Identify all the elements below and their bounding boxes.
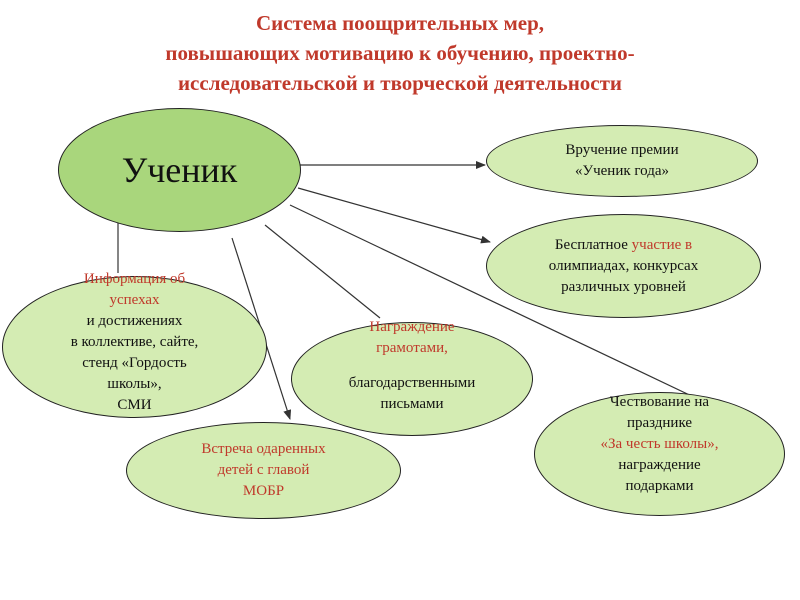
info-line-5: стенд «Гордость [82,355,187,371]
info-line-1: Информация об [83,271,186,287]
awards-line-4: письмами [380,396,444,412]
olympiad-line-1-prefix: Бесплатное [554,236,632,253]
olympiad-line-1 [555,235,692,256]
olympiad-node [486,214,761,318]
honoring-line-3: «За честь школы», [600,436,719,452]
student-label: Ученик [121,149,238,190]
premium-line-2: «Ученик года» [574,163,670,179]
arrow-to-olympiad [298,188,490,242]
title-line-1: Система поощрительных мер, [255,11,545,35]
meeting-line-2: детей с главой [217,462,310,478]
honoring-line-5: подарками [625,478,694,494]
olympiad-line-3: различных уровней [561,278,686,295]
honoring-line-1: Чествование на [609,394,710,410]
premium-node [486,125,758,197]
awards-line-1: Награждение [369,319,455,335]
honoring-line-2: празднике [626,415,693,431]
olympiad-line-2: олимпиадах, конкурсах [548,257,699,274]
premium-line-1: Вручение премии [565,142,679,158]
info-line-3: и достижениях [86,313,183,329]
honoring-line-4: награждение [618,457,701,473]
awards-line-3: благодарственными [348,375,476,391]
olympiad-line-1-highlight: участие в [631,236,693,253]
awards-node [291,319,533,436]
info-line-7: СМИ [117,397,152,413]
meeting-line-1: Встреча одаренных [201,441,326,457]
title-line-2: повышающих мотивацию к обучению, проектно- [165,41,635,65]
student-node [58,108,301,232]
info-node [2,271,267,418]
title-line-3: исследовательской и творческой деятельности [177,71,623,95]
info-line-6: школы», [107,376,162,392]
info-line-4: в коллективе, сайте, [70,334,199,350]
meeting-node [126,422,401,519]
honoring-node [534,392,785,516]
info-line-2: успехах [109,292,160,308]
awards-line-2: грамотами, [376,340,448,356]
meeting-line-3: МОБР [242,483,285,499]
